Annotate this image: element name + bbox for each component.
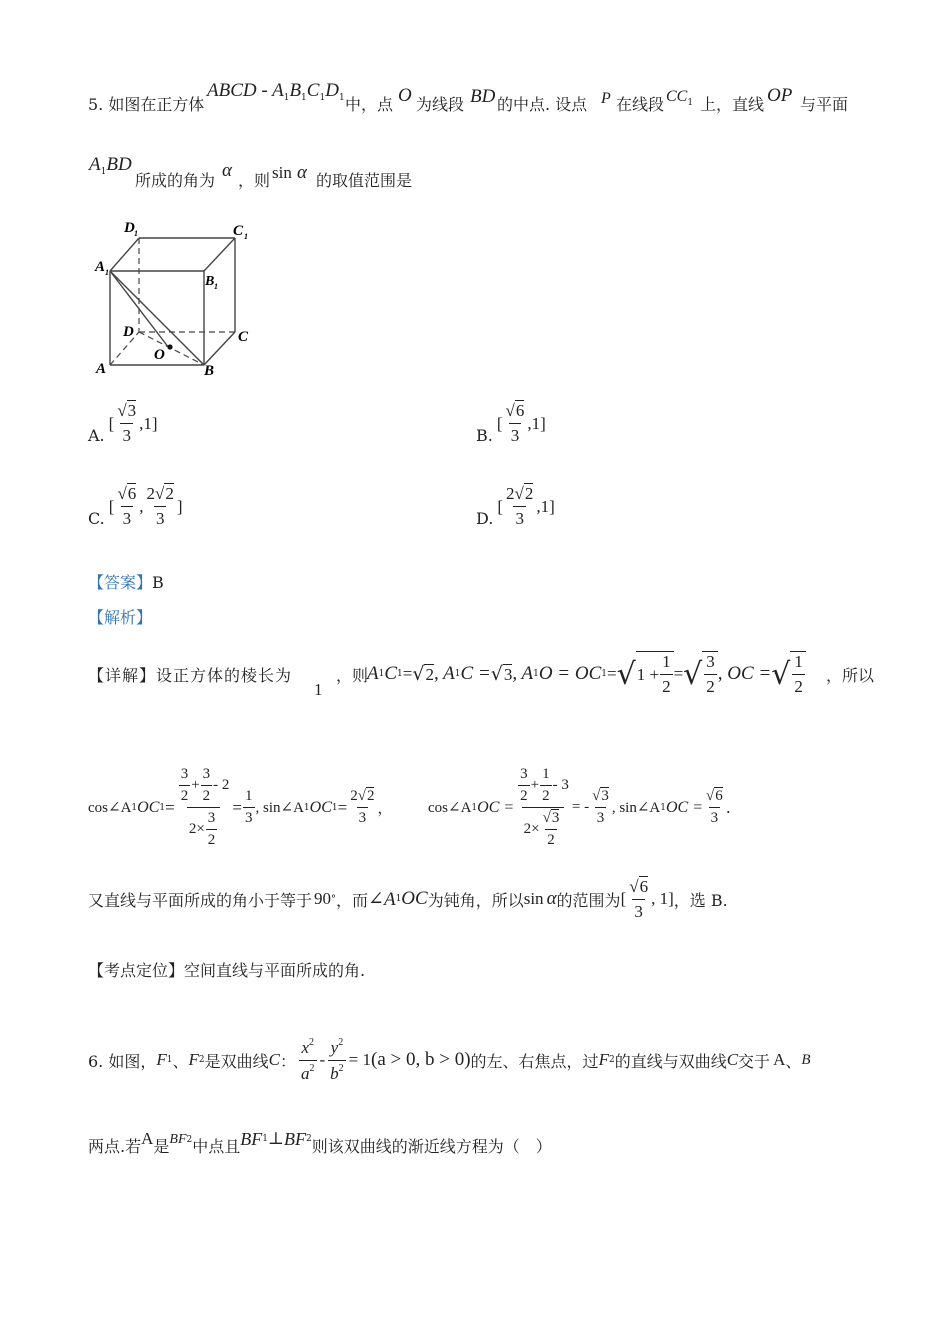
detail-then: ，则 — [336, 666, 369, 685]
label-b1: B — [205, 274, 215, 289]
q5-text-4: 在线段 — [616, 95, 665, 114]
analysis-tag: 【解析】 — [88, 608, 153, 627]
edge-length: 1 — [314, 680, 323, 699]
cos-line-2: cos∠A 1 OC = $\frac{3}{2}$ + $\frac{1}{2}$ - 3 2× $\frac{√3}{2}$ = - $\frac{√3}{3}$ , sin∠A 1 OC = $\frac{√6}{3}$ . — [428, 766, 731, 848]
detail-intro: 【详解】设正方体的棱长为 — [88, 666, 293, 685]
q5-sin-alpha: sin α — [272, 162, 307, 183]
answer-line — [88, 570, 164, 593]
label-c: C — [238, 329, 249, 345]
label-d1: D — [124, 220, 135, 236]
q5-point-o: O — [398, 85, 412, 106]
q5-cube-name: ABCD - $A_1B_1C_1D_1$ — [207, 80, 345, 103]
label-d: D — [123, 324, 134, 340]
q5-segment-cc1: $CC_1$ — [666, 88, 694, 108]
q5-line-op: OP — [767, 85, 793, 106]
q5-text-5: 上，直线 — [700, 95, 765, 114]
q5-text-6: 与平面 — [800, 95, 849, 114]
detail-so: ，所以 — [826, 666, 875, 685]
label-b: B — [204, 363, 215, 379]
option-c[interactable]: C. [ $\frac{√6}{3}$ , $\frac{2√2}{3}$ ] — [88, 484, 183, 528]
q5-text-2: 为线段 — [416, 95, 465, 114]
label-a1: A — [95, 259, 106, 275]
label-a: A — [96, 361, 107, 377]
option-a[interactable]: A. [ $\frac{√3}{3}$ ,1] — [88, 401, 158, 445]
q6-line-2: 两点.若 A 是 BF 2 中点且 BF 1 ⊥ BF 2 则该双曲线的渐近线方程为（ ） — [88, 1128, 552, 1156]
q5-segment-bd: BD — [470, 86, 496, 107]
q5-point-p: P — [601, 90, 611, 107]
q6-line-1: 6. 如图， F 1 、 F 2 是双曲线 C ： $\frac{x^2}{a^2}$ - $\frac{y^2}{b^2}$ = 1 (a > 0, b > 0) 的左、右焦点，过 F 2 的直线与双曲线 C 交于 A 、 B — [88, 1036, 811, 1083]
label-c1: C — [233, 223, 244, 239]
q5-text-7: 所成的角为 — [135, 171, 216, 190]
detail-equation: A 1 C 1 = √ 2 , A 1 C = √ 3 , A 1 O = OC 1 = √ 1 + $\frac{1}{2}$ = √ $\frac{3}{2}$ , OC = √ $\frac{1}{2}$ — [367, 646, 806, 702]
q5-text-8: ，则 — [238, 171, 271, 190]
conclusion-line: 又直线与平面所成的角小于等于 90 ° ，而 ∠A 1 OC 为钝角，所以 sin α 的范围为 [ $\frac{√6}{3}$ , 1] ，选 B. — [88, 876, 728, 921]
q5-text-1: 中，点 — [345, 95, 394, 114]
option-b[interactable]: B. [ $\frac{√6}{3}$ ,1] — [476, 401, 546, 445]
q5-text-9: 的取值范围是 — [316, 171, 413, 190]
analysis-line — [88, 605, 152, 628]
q5-text-3: 的中点. 设点 — [497, 95, 588, 114]
answer-value: B — [152, 573, 164, 592]
svg-text:1: 1 — [244, 232, 248, 241]
cos-line-1: cos∠A 1 OC 1 = $\frac{3}{2}$ + $\frac{3}{2}$ - 2 2× $\frac{3}{2}$ = $\frac{1}{3}$ , sin∠A 1 OC 1 = $\frac{2√2}{3}$ ， — [88, 766, 393, 848]
kaodian-line: 【考点定位】空间直线与平面所成的角. — [88, 961, 366, 980]
q5-number: 5. 如图在正方体 — [88, 95, 205, 114]
q5-alpha: α — [222, 160, 232, 181]
svg-text:1: 1 — [105, 268, 109, 277]
option-d[interactable]: D. [ $\frac{2√2}{3}$ ,1] — [476, 484, 555, 528]
label-o: O — [154, 347, 165, 363]
svg-text:1: 1 — [214, 282, 218, 291]
svg-text:1: 1 — [134, 229, 138, 238]
answer-tag: 【答案】 — [88, 573, 153, 592]
cube-figure — [90, 215, 260, 385]
q5-plane-a1bd: $A_1BD$ — [89, 154, 132, 177]
